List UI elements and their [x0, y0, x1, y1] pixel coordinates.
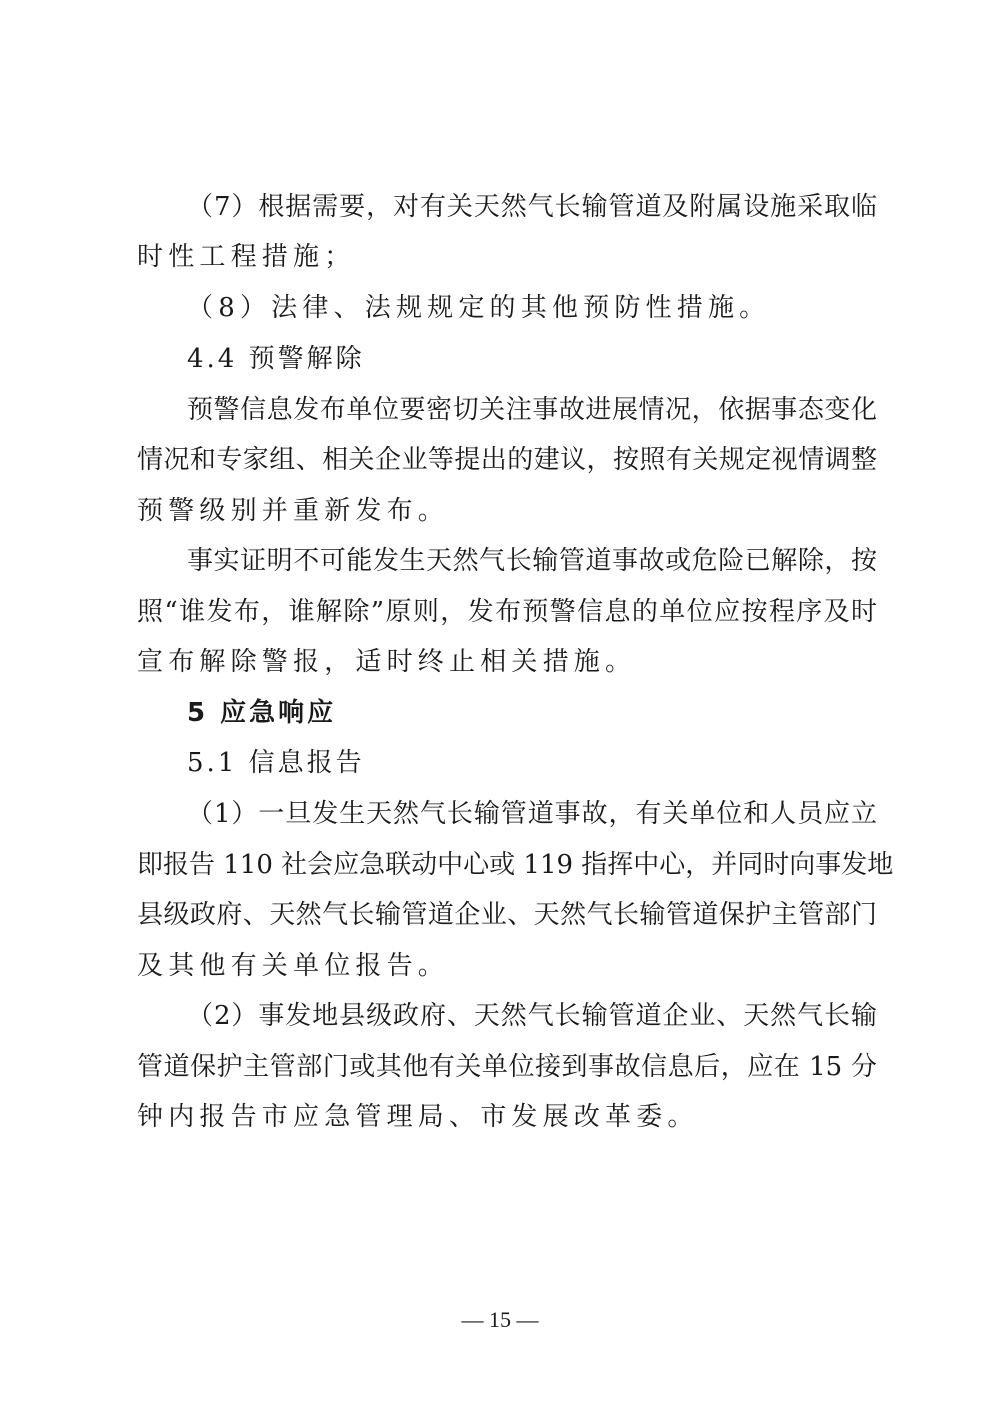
report-para-2-line-1: （2）事发地县级政府、天然气长输管道企业、天然气长输 [187, 1001, 877, 1031]
warning-release-para-2-line-3: 宣布解除警报，适时终止相关措施。 [137, 647, 637, 677]
section-5-1-heading: 5.1 信息报告 [187, 748, 365, 778]
paragraph-8-line-1: （8）法律、法规规定的其他预防性措施。 [187, 293, 771, 323]
report-para-1-line-3: 县级政府、天然气长输管道企业、天然气长输管道保护主管部门 [137, 900, 877, 930]
report-para-2-line-2: 管道保护主管部门或其他有关单位接到事故信息后，应在 15 分 [137, 1052, 877, 1082]
paragraph-7-line-2: 时性工程措施； [137, 242, 356, 272]
warning-release-para-1-line-3: 预警级别并重新发布。 [137, 496, 450, 526]
report-para-1-line-4: 及其他有关单位报告。 [137, 951, 450, 981]
warning-release-para-2-line-2: 照“谁发布，谁解除”原则，发布预警信息的单位应按程序及时 [137, 597, 877, 627]
report-para-1-line-2: 即报告 110 社会应急联动中心或 119 指挥中心，并同时向事发地 [137, 850, 894, 880]
warning-release-para-2-line-1: 事实证明不可能发生天然气长输管道事故或危险已解除，按 [187, 546, 877, 576]
warning-release-para-1-line-1: 预警信息发布单位要密切关注事故进展情况，依据事态变化 [187, 395, 877, 425]
report-para-1-line-1: （1）一旦发生天然气长输管道事故，有关单位和人员应立 [187, 799, 877, 829]
section-5-heading: 5 应急响应 [187, 698, 337, 728]
section-4-4-heading: 4.4 预警解除 [187, 344, 365, 374]
report-para-2-line-3: 钟内报告市应急管理局、市发展改革委。 [137, 1102, 699, 1132]
page-number: — 15 — [461, 1307, 539, 1332]
paragraph-7-line-1: （7）根据需要，对有关天然气长输管道及附属设施采取临 [187, 192, 877, 222]
warning-release-para-1-line-2: 情况和专家组、相关企业等提出的建议，按照有关规定视情调整 [137, 445, 877, 475]
